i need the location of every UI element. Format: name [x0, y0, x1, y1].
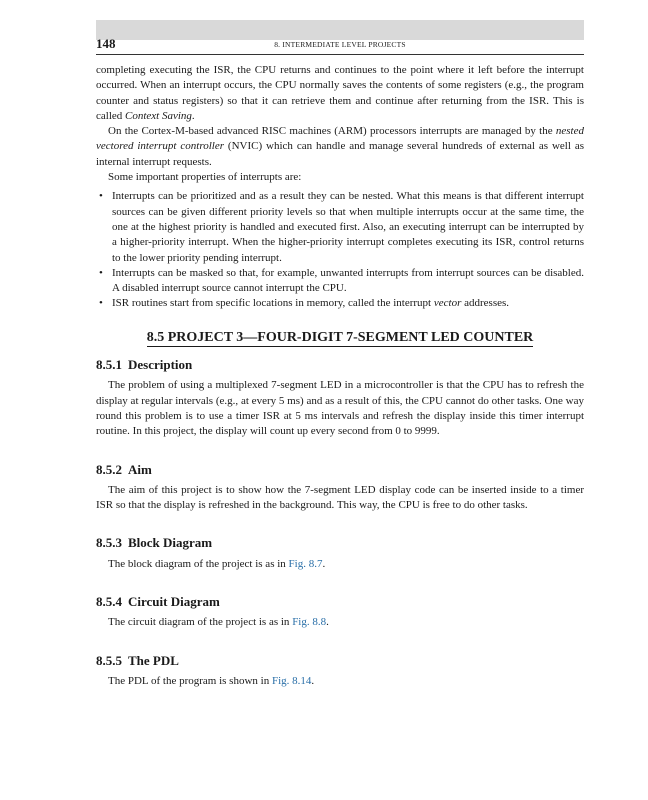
- list-item: • ISR routines start from specific locations in memory, called the interrupt vector addresses.: [112, 296, 584, 311]
- intro-paragraph-2: On the Cortex-M-based advanced RISC machines (ARM) processors interrupts are managed by the nested vectored interrupt controller (NVIC) which can handle and manage several hundreds of external as well as internal interrupt requests.: [96, 125, 584, 168]
- header-bar: [96, 20, 584, 40]
- pdl-text: The PDL of the program is shown in Fig. 8.14.: [108, 674, 315, 687]
- section-heading: 8.5 PROJECT 3—FOUR-DIGIT 7-SEGMENT LED COUNTER: [146, 329, 534, 345]
- figure-link-8-14[interactable]: Fig. 8.14: [271, 674, 312, 687]
- page-body: [96, 63, 584, 689]
- subsection-heading-aim: 8.5.2 Aim: [96, 461, 152, 477]
- aim-text: The aim of this project is to show how the 7-segment LED display code can be inserted inside to a timer ISR so that the display is refreshed in the background. This way, the CPU is free to do other tasks.: [96, 483, 584, 512]
- intro-paragraph-1: completing executing the ISR, the CPU returns and continues to the point where it left before the interrupt occurred. When an interrupt occurs, the CPU normally saves the contents of some registers (e.g., the program counter and status registers) so that it can retrieve them and continue after returning from the ISR. This is called Context Saving.: [96, 64, 584, 122]
- subsection-heading-description: 8.5.1 Description: [96, 357, 193, 373]
- figure-link-8-7[interactable]: Fig. 8.7: [288, 557, 323, 570]
- block-diagram-text: The block diagram of the project is as in Fig. 8.7.: [108, 557, 326, 570]
- figure-link-8-8[interactable]: Fig. 8.8: [292, 616, 327, 629]
- intro-paragraph-3: Some important properties of interrupts are:: [108, 171, 302, 184]
- description-text: The problem of using a multiplexed 7-segment LED in a microcontroller is that the CPU has to refresh the display at regular intervals (e.g., at every 5 ms) and as a result of this, the CPU cannot do other tasks. One way round this problem is to use a timer ISR at 5 ms intervals and refresh the display inside this timer interrupt routine. In this project, the display will count up every second from 0 to 9999.: [96, 379, 584, 438]
- interrupt-properties-list: [96, 189, 584, 311]
- running-head: 8. INTERMEDIATE LEVEL PROJECTS: [274, 40, 406, 49]
- subsection-heading-circuit-diagram: 8.5.4 Circuit Diagram: [96, 594, 220, 610]
- list-item: • Interrupts can be prioritized and as a result they can be nested. What this means is that different interrupt sources can be given different priority levels so that when multiple interrupts occur at the same time, the one at the highest priority is handled and executed first. Also, an executing interrupt can be interrupted by a higher-priority interrupt. When the higher-priority interrupt completes executing its ISR, control returns to the lower priority pending interrupt.: [112, 189, 584, 265]
- circuit-diagram-text: The circuit diagram of the project is as in Fig. 8.8.: [108, 616, 329, 629]
- subsection-heading-block-diagram: 8.5.3 Block Diagram: [96, 535, 213, 551]
- subsection-heading-pdl: 8.5.5 The PDL: [96, 652, 179, 668]
- header-rule: [96, 54, 584, 55]
- page-number: 148: [96, 36, 116, 51]
- list-item: • Interrupts can be masked so that, for example, unwanted interrupts from interrupt sources can be disabled. A disabled interrupt source cannot interrupt the CPU.: [112, 266, 584, 297]
